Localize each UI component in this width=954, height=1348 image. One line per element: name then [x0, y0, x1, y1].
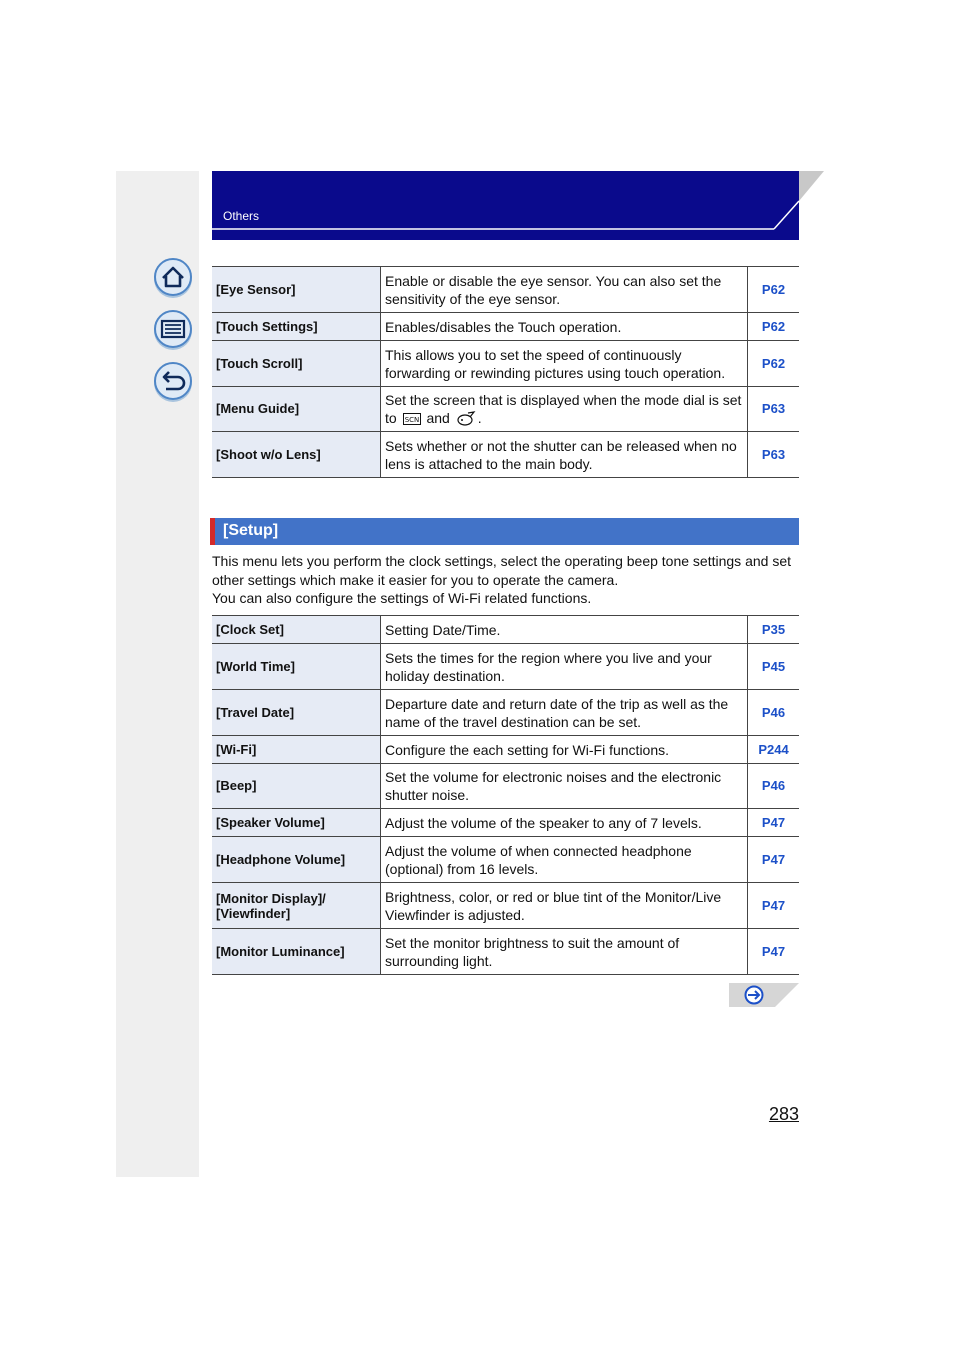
next-page-button[interactable]: [729, 983, 799, 1007]
table-row: [212, 929, 799, 975]
setting-description: Set the volume for electronic noises and the electronic shutter noise.: [381, 764, 748, 809]
table-row: [212, 809, 799, 837]
setting-name: [Monitor Luminance]: [212, 929, 381, 975]
table-row: [212, 341, 799, 387]
setting-name: [Travel Date]: [212, 690, 381, 736]
setting-name: [Monitor Display]/ [Viewfinder]: [212, 883, 381, 929]
section-intro: [212, 552, 802, 608]
home-icon: [152, 257, 194, 299]
setting-name: [World Time]: [212, 644, 381, 690]
setting-name: [Speaker Volume]: [212, 809, 381, 837]
setting-description: Set the monitor brightness to suit the amount of surrounding light.: [381, 929, 748, 975]
setting-description: Departure date and return date of the trip as well as the name of the travel destination can be set.: [381, 690, 748, 736]
table-row: [212, 387, 799, 432]
setting-name: [Clock Set]: [212, 616, 381, 644]
table-row: [212, 644, 799, 690]
setting-name: [Headphone Volume]: [212, 837, 381, 883]
table-row: [212, 736, 799, 764]
setting-description: Brightness, color, or red or blue tint of the Monitor/Live Viewfinder is adjusted.: [381, 883, 748, 929]
section-header: [210, 518, 799, 545]
header-banner-graphic: [212, 171, 824, 240]
desc-text: .: [477, 409, 482, 426]
creative-control-icon: [456, 411, 476, 427]
table-row: [212, 764, 799, 809]
setting-name: [Menu Guide]: [212, 387, 381, 432]
contents-button[interactable]: [152, 309, 194, 351]
page-link[interactable]: P63: [748, 387, 800, 432]
setting-description: Setting Date/Time.: [381, 616, 748, 644]
page-link[interactable]: P45: [748, 644, 800, 690]
setting-description: Enable or disable the eye sensor. You can also set the sensitivity of the eye sensor.: [381, 267, 748, 313]
desc-text: Set the screen that is displayed when the mode dial is set to: [385, 391, 742, 426]
page-link[interactable]: P47: [748, 809, 800, 837]
table-row: [212, 432, 799, 478]
page-link[interactable]: P35: [748, 616, 800, 644]
page-link[interactable]: P47: [748, 883, 800, 929]
setting-name: [Shoot w/o Lens]: [212, 432, 381, 478]
page-link[interactable]: P63: [748, 432, 800, 478]
svg-text:SCN: SCN: [404, 416, 419, 425]
table-row: [212, 837, 799, 883]
home-button[interactable]: [152, 257, 194, 299]
setting-description: This allows you to set the speed of continuously forwarding or rewinding pictures using touch operation.: [381, 341, 748, 387]
table-row: [212, 616, 799, 644]
back-arrow-icon: [152, 361, 194, 403]
setting-name: [Beep]: [212, 764, 381, 809]
setting-description: Adjust the volume of when connected headphone (optional) from 16 levels.: [381, 837, 748, 883]
setting-description: Adjust the volume of the speaker to any of 7 levels.: [381, 809, 748, 837]
page-number: 283: [768, 1104, 799, 1124]
setting-name: [Eye Sensor]: [212, 267, 381, 313]
section-title: [Setup]: [223, 522, 279, 539]
page-link[interactable]: P47: [748, 929, 800, 975]
menu-table-top: [212, 266, 799, 478]
setting-description: Configure the each setting for Wi-Fi functions.: [381, 736, 748, 764]
chapter-header: [212, 171, 799, 240]
page-link[interactable]: P46: [748, 690, 800, 736]
setting-name: [Touch Settings]: [212, 313, 381, 341]
setting-description: [381, 387, 748, 432]
page-link[interactable]: P46: [748, 764, 800, 809]
table-row: [212, 883, 799, 929]
page-link[interactable]: P244: [748, 736, 800, 764]
setting-name: [Wi-Fi]: [212, 736, 381, 764]
desc-text: and: [426, 409, 450, 426]
table-row: [212, 313, 799, 341]
intro-paragraph: This menu lets you perform the clock settings, select the operating beep tone settings and set other settings which make it easier for you to operate the camera.: [212, 553, 791, 588]
page-link[interactable]: P62: [748, 313, 800, 341]
menu-table-setup: [212, 615, 799, 975]
intro-paragraph: You can also configure the settings of Wi-Fi related functions.: [212, 590, 592, 606]
setting-description: Sets whether or not the shutter can be released when no lens is attached to the main body.: [381, 432, 748, 478]
chapter-label: Others: [223, 209, 260, 223]
arrow-right-circle-icon: [729, 983, 799, 1007]
scn-mode-icon: [403, 413, 421, 425]
section-accent-bar: [210, 518, 215, 545]
setting-description: Enables/disables the Touch operation.: [381, 313, 748, 341]
page-link[interactable]: P62: [748, 267, 800, 313]
table-row: [212, 690, 799, 736]
page-link[interactable]: P47: [748, 837, 800, 883]
back-button[interactable]: [152, 361, 194, 403]
setting-description: Sets the times for the region where you live and your holiday destination.: [381, 644, 748, 690]
list-icon: [152, 309, 194, 351]
table-row: [212, 267, 799, 313]
page-link[interactable]: P62: [748, 341, 800, 387]
setting-name: [Touch Scroll]: [212, 341, 381, 387]
